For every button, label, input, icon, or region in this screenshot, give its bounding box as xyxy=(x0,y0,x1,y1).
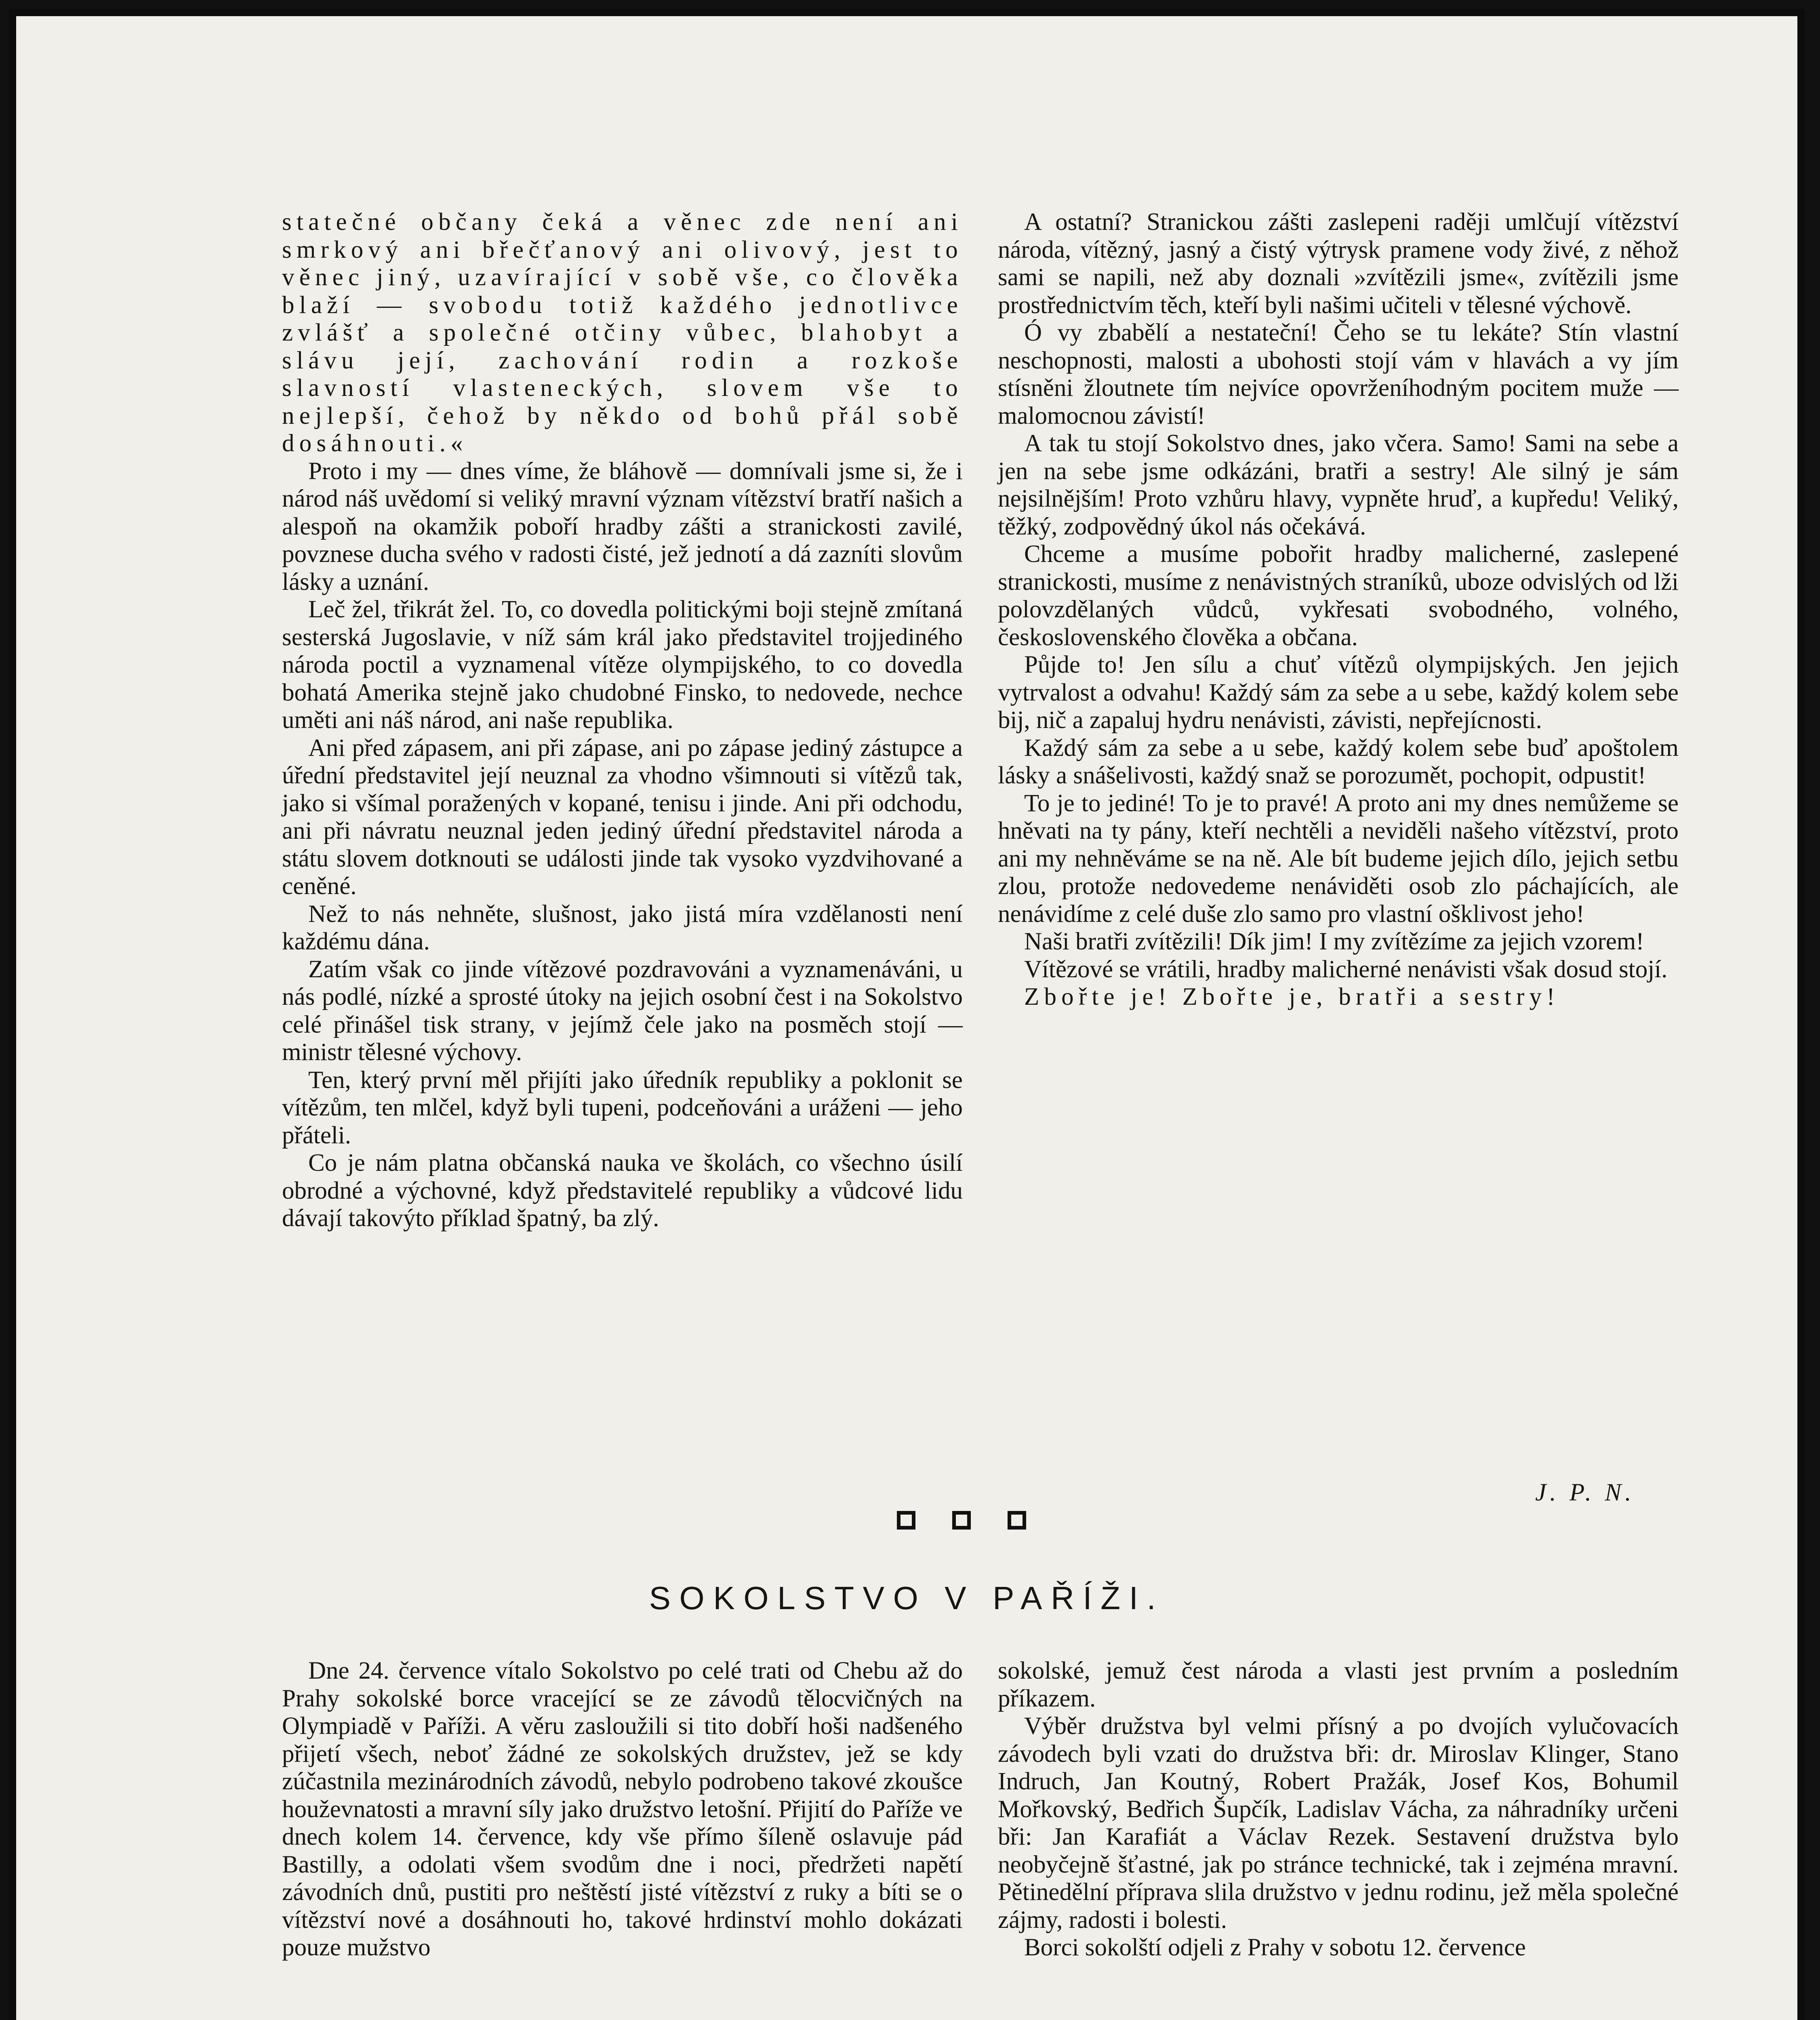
paragraph: Každý sám za sebe a u sebe, každý kolem sebe buď apoštolem lásky a snášelivosti, každý snaž se porozumět, pochopit, odpustit! xyxy=(998,734,1679,789)
paragraph: Ó vy zbabělí a nestateční! Čeho se tu lekáte? Stín vlastní neschopnosti, malosti a ubohosti stojí vám v hlavách a vy jím stísněni žloutnete tím nejvíce opovrženíhodným pocitem muže — malomocnou závistí! xyxy=(998,319,1679,429)
paragraph: Proto i my — dnes víme, že bláhově — domnívali jsme si, že i národ náš uvědomí si veliký mravní význam vítězství bratří našich a alespoň na okamžik poboří hradby zášti a stranickosti zavilé, povznese ducha svého v radosti čisté, jež jednotí a dá zazníti slovům lásky a uznání. xyxy=(282,457,963,595)
paragraph: Leč žel, třikrát žel. To, co dovedla politickými boji stejně zmítaná sesterská Jugoslavie, v níž sám král jako představitel trojjediného národa poctil a vyznamenal vítěze olympijského, to co dovedla bohatá Amerika stejně jako chudobné Finsko, to nedovede, nechce uměti ani náš národ, ani naše republika. xyxy=(282,596,963,734)
square-ornament-icon xyxy=(897,1511,915,1530)
paragraph: Chceme a musíme pobořit hradby malicherné, zaslepené stranickosti, musíme z nenávistných straníků, uboze odvislých od lži polovzdělaných vůdců, vykřesati svobodného, volného, československého člověka a občana. xyxy=(998,541,1679,651)
paragraph: Dne 24. července vítalo Sokolstvo po celé trati od Chebu až do Prahy sokolské borce vracející se ze závodů tělocvičných na Olympiadě v Paříži. A věru zasloužili si tito dobří hoši nadšeného přijetí všech, neboť žádné ze sokolských družstev, jež se kdy zúčastnila mezinárodních závodů, nebylo podrobeno takové zkoušce houževnatosti a mravní síly jako družstvo letošní. Přijití do Paříže ve dnech kolem 14. července, kdy vše přímo šíleně oslavuje pád Bastilly, a odolati všem svodům dne i noci, předržeti napětí závodních dnů, pustiti pro neštěstí jisté vítězství z ruky a bíti se o vítězství nové a dosáhnouti ho, takové hrdinství mohlo dokázati pouze mužstvo xyxy=(282,1657,963,1961)
paragraph: A tak tu stojí Sokolstvo dnes, jako včera. Samo! Sami na sebe a jen na sebe jsme odkázáni, bratři a sestry! Ale silný je sám nejsilnějším! Proto vzhůru hlavy, vypněte hruď, a kupředu! Veliký, těžký, zodpovědný úkol nás očekává. xyxy=(998,430,1679,540)
paragraph: A ostatní? Stranickou zášti zaslepeni raději umlčují vítězství národa, vítězný, jasný a čistý výtrysk pramene vody živé, z něhož sami se napili, než aby doznali »zvítězili jsme«, zvítězili jsme prostřednictvím těch, kteří byli našimi učiteli v tělesné výchově. xyxy=(998,208,1679,319)
paragraph: Co je nám platna občanská nauka ve školách, co všechno úsilí obrodné a výchovné, když představitelé republiky a vůdcové lidu dávají takovýto příklad špatný, ba zlý. xyxy=(282,1149,963,1232)
paragraph: statečné občany čeká a věnec zde není ani smrkový ani břečťanový ani olivový, jest to věnec jiný, uzavírající v sobě vše, co člověka blaží — svobodu totiž každého jednotlivce zvlášť a společné otčiny vůbec, blahobyt a slávu její, zachování rodin a rozkoše slavností vlasteneckých, slovem vše to nejlepší, čehož by někdo od bohů přál sobě dosáhnouti.« xyxy=(282,208,963,457)
paragraph: Zatím však co jinde vítězové pozdravováni a vyznamenáváni, u nás podlé, nízké a sprosté útoky na jejich osobní čest i na Sokolstvo celé přinášel tisk strany, v jejímž čele jako na posměch stojí — ministr tělesné výchovy. xyxy=(282,955,963,1066)
paragraph: Borci sokolští odjeli z Prahy v sobotu 12. července xyxy=(1024,1934,1526,1961)
paragraph: sokolské, jemuž čest národa a vlasti jest prvním a posledním příkazem. xyxy=(998,1657,1679,1712)
section-divider xyxy=(897,1511,1026,1530)
paragraph: Výběr družstva byl velmi přísný a po dvojích vylučovacích závodech byli vzati do družstva bři: dr. Miroslav Klinger, Stano Indruch, Jan Koutný, Robert Pražák, Josef Kos, Bohumil Mořkovský, Bedřich Šupčík, Ladislav Vácha, za náhradníky určeni bři: Jan Karafiát a Václav Rezek. Sestavení družstva bylo neobyčejně šťastné, jak po stránce technické, tak i zejména mravní. Pětinedělní příprava slila družstvo v jednu rodinu, jež měla společné zájmy, radosti i bolesti. xyxy=(998,1713,1679,1934)
article-column-right xyxy=(998,208,1679,1011)
paragraph: Ani před zápasem, ani při zápase, ani po zápase jediný zástupce a úřední představitel její neuznal za vhodno všimnouti si vítězů tak, jako si všímal poražených v kopané, tenisu i jinde. Ani při odchodu, ani při návratu neuznal jeden jediný úřední představitel národa a státu slovem dotknouti se události jinde tak vysoko vyzdvihované a ceněné. xyxy=(282,734,963,900)
article-column-left xyxy=(282,208,963,1233)
paragraph: Naši bratři zvítězili! Dík jim! I my zvítězíme za jejich vzorem! xyxy=(1024,928,1644,955)
paragraph: Než to nás nehněte, slušnost, jako jistá míra vzdělanosti není každému dána. xyxy=(282,900,963,955)
article-column-left xyxy=(282,1657,963,1962)
author-signature: J. P. N. xyxy=(1535,1479,1635,1506)
paragraph: To je to jediné! To je to pravé! A proto ani my dnes nemůžeme se hněvati na ty pány, kteří nechtěli a neviděli našeho vítězství, proto ani my nehněváme se na ně. Ale bít budeme jejich dílo, jejich setbu zlou, protože nedovedeme nenáviděti osob zlo páchajících, ale nenávidíme z celé duše zlo samo pro vlastní ošklivost jeho! xyxy=(998,789,1679,928)
closing-line: Zbořte je! Zbořte je, bratři a sestry! xyxy=(1024,983,1560,1010)
page xyxy=(9,9,1805,2020)
paragraph: Půjde to! Jen sílu a chuť vítězů olympijských. Jen jejich vytrvalost a odvahu! Každý sám za sebe a u sebe, každý kolem sebe bij, nič a zapaluj hydru nenávisti, závisti, nepřejícnosti. xyxy=(998,651,1679,734)
square-ornament-icon xyxy=(952,1511,971,1530)
article-column-right xyxy=(998,1657,1679,1962)
paragraph: Vítězové se vrátili, hradby malicherné nenávisti však dosud stojí. xyxy=(1024,955,1668,983)
section-title: SOKOLSTVO V PAŘÍŽI. xyxy=(649,1580,1165,1616)
paragraph: Ten, který první měl přijíti jako úředník republiky a poklonit se vítězům, ten mlčel, když byli tupeni, podceňováni a uráženi — jeho přáteli. xyxy=(282,1066,963,1149)
square-ornament-icon xyxy=(1008,1511,1026,1530)
